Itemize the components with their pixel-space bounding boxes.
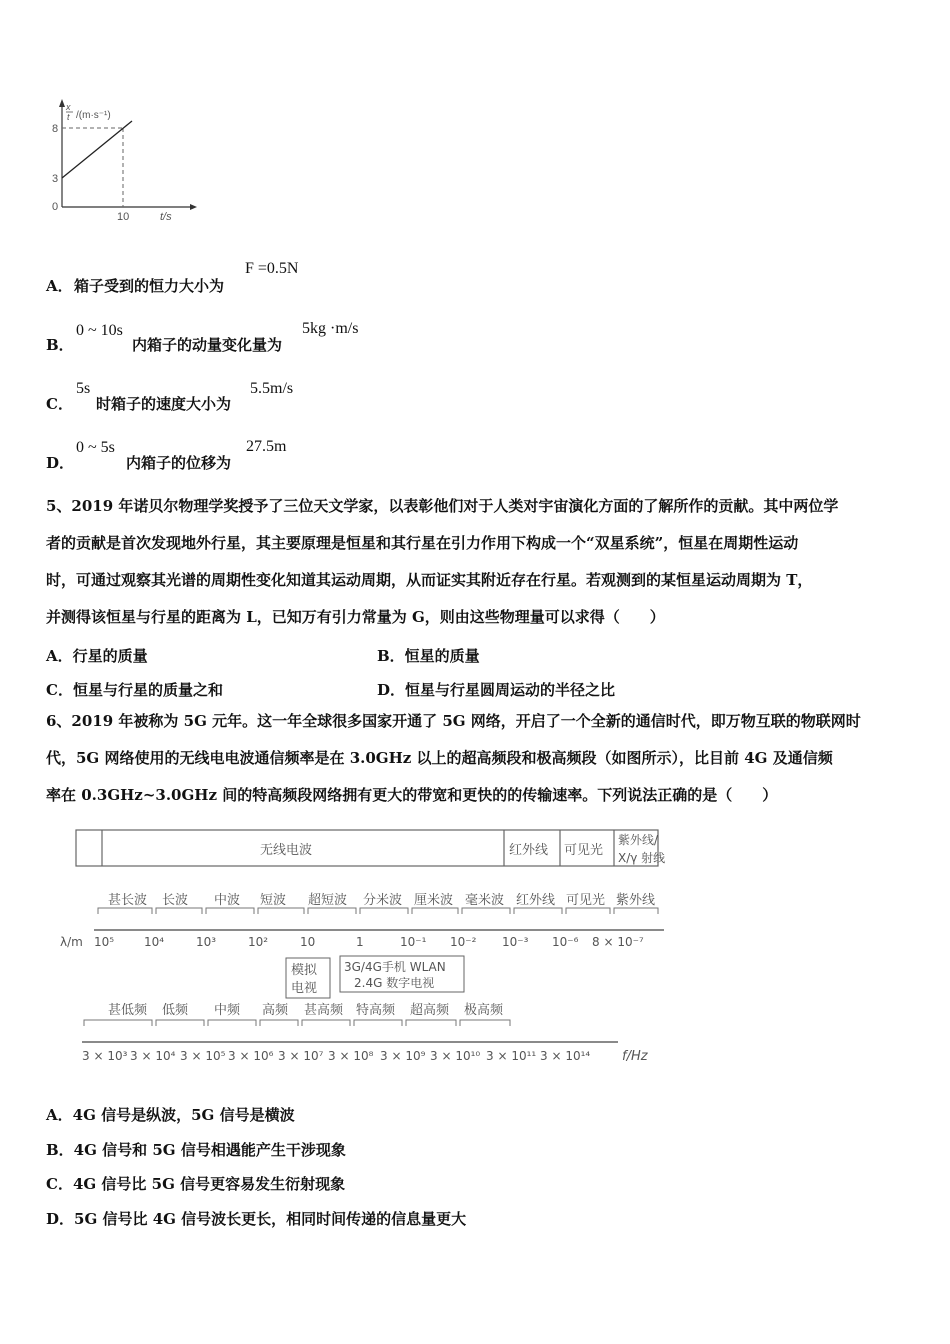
option-math-after: 27.5m bbox=[246, 438, 287, 455]
f-tick-9: 3 × 10¹⁴ bbox=[540, 1049, 591, 1063]
q5-option-c[interactable]: C．恒星与行星的质量之和 bbox=[46, 681, 223, 699]
option-text: 内箱子的位移为 bbox=[126, 454, 232, 472]
wave-band-8: 红外线 bbox=[516, 893, 556, 908]
q5-option-a[interactable]: A．行星的质量 bbox=[46, 647, 148, 665]
spectrum-diagram bbox=[58, 822, 688, 1072]
option-text: 箱子受到的恒力大小为 bbox=[74, 277, 225, 295]
label-infrared-top: 红外线 bbox=[509, 843, 549, 858]
option-text: 内箱子的动量变化量为 bbox=[132, 336, 283, 354]
q5-line-2: 者的贡献是首次发现地外行星，其主要原理是恒星和其行星在引力作用下构成一个“双星系统”，恒星在周期性运动 bbox=[46, 534, 799, 552]
y-label-bottom: t bbox=[67, 112, 70, 122]
q5-line-1: 5、2019 年诺贝尔物理学奖授予了三位天文学家，以表彰他们对于人类对宇宙演化方面的了解所作的贡献。其中两位学 bbox=[46, 497, 839, 515]
freq-band-6: 超高频 bbox=[410, 1003, 450, 1018]
q6-line-1: 6、2019 年被称为 5G 元年。这一年全球很多国家开通了 5G 网络，开启了一个全新的通信时代，即万物互联的物联网时 bbox=[46, 712, 861, 730]
lambda-tick-4: 10 bbox=[300, 935, 316, 949]
wave-band-3: 短波 bbox=[260, 893, 287, 908]
freq-band-2: 中频 bbox=[214, 1003, 241, 1018]
q5-line-3: 时，可通过观察其光谱的周期性变化知道其运动周期，从而证实其附近存在行星。若观测到的某恒星运动周期为 T， bbox=[46, 571, 813, 589]
option-letter: A． bbox=[46, 277, 73, 295]
label-radio-wave: 无线电波 bbox=[260, 843, 313, 858]
lambda-tick-2: 10³ bbox=[196, 935, 217, 949]
freq-band-7: 极高频 bbox=[464, 1003, 504, 1018]
f-tick-8: 3 × 10¹¹ bbox=[486, 1049, 537, 1063]
lambda-tick-9: 10⁻⁶ bbox=[552, 935, 579, 949]
freq-band-4: 甚高频 bbox=[304, 1003, 344, 1018]
wave-band-10: 紫外线 bbox=[616, 893, 656, 908]
q5-option-b[interactable]: B．恒星的质量 bbox=[377, 647, 480, 665]
lambda-tick-6: 10⁻¹ bbox=[400, 935, 427, 949]
label-visible-top: 可见光 bbox=[564, 843, 604, 858]
label-xray-top: X/γ 射线 bbox=[618, 851, 666, 865]
q5-option-d[interactable]: D．恒星与行星圆周运动的半径之比 bbox=[377, 681, 616, 699]
f-tick-2: 3 × 10⁵ bbox=[180, 1049, 226, 1063]
f-tick-4: 3 × 10⁷ bbox=[278, 1049, 324, 1063]
lambda-tick-0: 10⁵ bbox=[94, 935, 115, 949]
option-text: 时箱子的速度大小为 bbox=[96, 395, 232, 413]
f-tick-6: 3 × 10⁹ bbox=[380, 1049, 426, 1063]
wave-band-0: 甚长波 bbox=[108, 893, 148, 908]
wave-band-6: 厘米波 bbox=[414, 893, 454, 908]
f-tick-1: 3 × 10⁴ bbox=[130, 1049, 176, 1063]
lambda-tick-7: 10⁻² bbox=[450, 935, 477, 949]
wave-band-5: 分米波 bbox=[363, 893, 403, 908]
phone-callout-line-2: 2.4G 数字电视 bbox=[354, 976, 435, 990]
q6-stem bbox=[46, 703, 908, 814]
y-label-top: x bbox=[66, 102, 71, 112]
option-math-after: F =0.5N bbox=[245, 260, 299, 277]
x-label: t/s bbox=[160, 211, 172, 223]
tv-callout-line-1: 模拟 bbox=[291, 963, 318, 978]
q5-line-4: 并测得该恒星与行星的距离为 L，已知万有引力常量为 G，则由这些物理量可以求得（ ） bbox=[46, 608, 665, 626]
y-tick-3: 3 bbox=[52, 173, 59, 185]
y-unit: /(m·s⁻¹) bbox=[76, 110, 111, 121]
freq-band-1: 低频 bbox=[162, 1003, 189, 1018]
freq-band-0: 甚低频 bbox=[108, 1003, 148, 1018]
y-tick-8: 8 bbox=[52, 123, 59, 135]
q6-option-b[interactable]: B．4G 信号和 5G 信号相遇能产生干涉现象 bbox=[46, 1141, 346, 1159]
lambda-tick-1: 10⁴ bbox=[144, 935, 165, 949]
freq-band-5: 特高频 bbox=[356, 1003, 396, 1018]
option-letter: B． bbox=[46, 336, 74, 354]
lambda-tick-10: 8 × 10⁻⁷ bbox=[592, 935, 644, 949]
option-math-before: 0 ~ 5s bbox=[76, 439, 115, 456]
q6-option-d[interactable]: D．5G 信号比 4G 信号波长更长，相同时间传递的信息量更大 bbox=[46, 1210, 467, 1228]
label-uv-top: 紫外线/ bbox=[618, 833, 659, 847]
f-tick-0: 3 × 10³ bbox=[82, 1049, 128, 1063]
wave-band-1: 长波 bbox=[162, 893, 189, 908]
option-letter: C． bbox=[46, 395, 73, 413]
data-line bbox=[62, 121, 132, 178]
option-math-before: 0 ~ 10s bbox=[76, 322, 123, 339]
q6-option-c[interactable]: C．4G 信号比 5G 信号更容易发生衍射现象 bbox=[46, 1175, 346, 1193]
lambda-tick-3: 10² bbox=[248, 935, 269, 949]
f-tick-5: 3 × 10⁸ bbox=[328, 1049, 374, 1063]
velocity-graph bbox=[40, 95, 200, 230]
q5-stem bbox=[46, 488, 908, 636]
freq-band-3: 高频 bbox=[262, 1003, 289, 1018]
f-tick-7: 3 × 10¹⁰ bbox=[430, 1049, 481, 1063]
wave-band-2: 中波 bbox=[214, 893, 241, 908]
phone-callout-line-1: 3G/4G手机 WLAN bbox=[344, 960, 446, 974]
lambda-label: λ/m bbox=[60, 935, 83, 949]
f-label: f/Hz bbox=[622, 1049, 648, 1064]
lambda-tick-8: 10⁻³ bbox=[502, 935, 529, 949]
wave-band-7: 毫米波 bbox=[465, 893, 505, 908]
q6-option-a[interactable]: A．4G 信号是纵波，5G 信号是横波 bbox=[46, 1106, 295, 1124]
tv-callout-line-2: 电视 bbox=[291, 981, 318, 996]
option-letter: D． bbox=[46, 454, 75, 472]
wave-band-9: 可见光 bbox=[566, 893, 606, 908]
y-tick-0: 0 bbox=[52, 201, 59, 213]
f-tick-3: 3 × 10⁶ bbox=[228, 1049, 274, 1063]
q6-line-2: 代，5G 网络使用的无线电电波通信频率是在 3.0GHz 以上的超高频段和极高频段（如图所示），比目前 4G 及通信频 bbox=[46, 749, 833, 767]
wave-band-4: 超短波 bbox=[308, 893, 348, 908]
option-math-after: 5.5m/s bbox=[250, 380, 294, 397]
option-math-after: 5kg ·m/s bbox=[302, 320, 359, 337]
lambda-tick-5: 1 bbox=[356, 935, 364, 949]
x-tick-10: 10 bbox=[117, 211, 130, 223]
q6-line-3: 率在 0.3GHz~3.0GHz 间的特高频段网络拥有更大的带宽和更快的的传输速率。下列说法正确的是（ ） bbox=[46, 786, 778, 804]
option-math-before: 5s bbox=[76, 380, 91, 397]
